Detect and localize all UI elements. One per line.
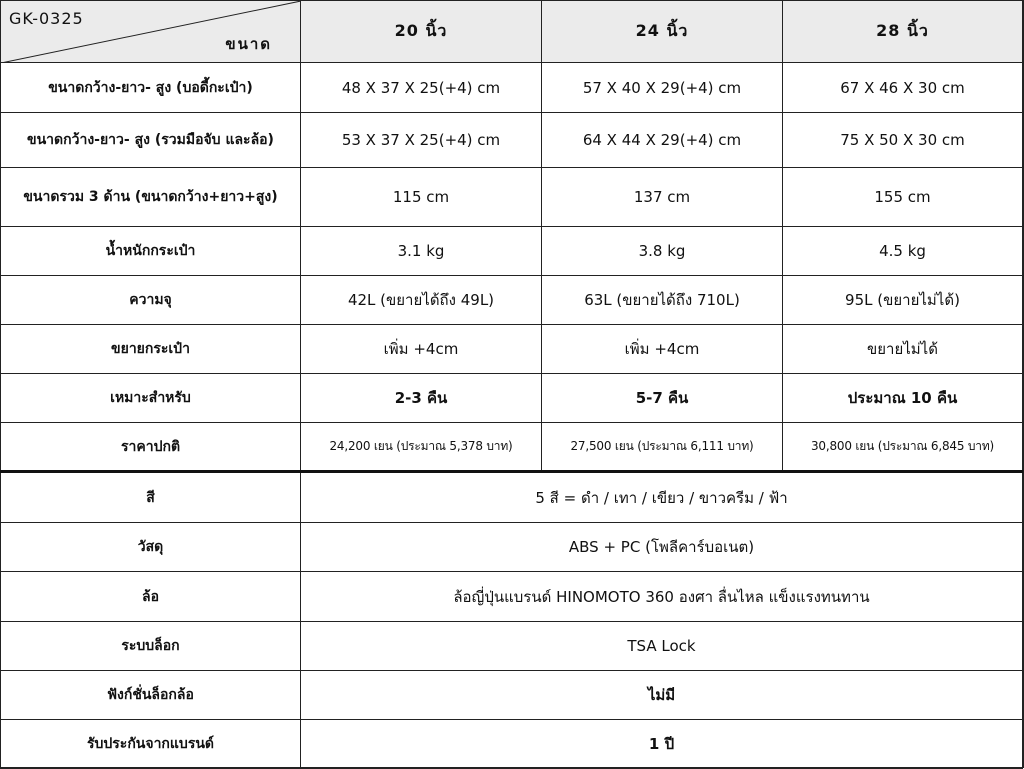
spec-value: 4.5 kg: [783, 227, 1023, 276]
spec-value: 48 X 37 X 25(+4) cm: [301, 63, 542, 113]
spec-value: ประมาณ 10 คืน: [783, 374, 1023, 423]
common-spec-row: [1, 572, 1023, 622]
spec-value: 2-3 คืน: [301, 374, 542, 423]
spec-row: [1, 113, 1023, 168]
spec-label: ความจุ: [1, 276, 301, 325]
spec-label: ขนาดรวม 3 ด้าน (ขนาดกว้าง+ยาว+สูง): [1, 168, 301, 227]
spec-value: เพิ่ม +4cm: [301, 325, 542, 374]
common-spec-value: ABS + PC (โพลีคาร์บอเนต): [301, 523, 1023, 572]
header-row: [1, 1, 1023, 63]
common-spec-value: 1 ปี: [301, 720, 1023, 769]
spec-value: 75 X 50 X 30 cm: [783, 113, 1023, 168]
spec-label: เหมาะสำหรับ: [1, 374, 301, 423]
column-header-20: 20 นิ้ว: [301, 1, 542, 63]
common-spec-value: ไม่มี: [301, 671, 1023, 720]
common-spec-value: 5 สี = ดำ / เทา / เขียว / ขาวครีม / ฟ้า: [301, 472, 1023, 523]
common-spec-row: [1, 622, 1023, 671]
spec-value: 57 X 40 X 29(+4) cm: [542, 63, 783, 113]
common-spec-row: [1, 671, 1023, 720]
common-spec-label: ล้อ: [1, 572, 301, 622]
spec-value: 42L (ขยายได้ถึง 49L): [301, 276, 542, 325]
spec-value: 27,500 เยน (ประมาณ 6,111 บาท): [542, 423, 783, 472]
spec-value: 53 X 37 X 25(+4) cm: [301, 113, 542, 168]
spec-value: ขยายไม่ได้: [783, 325, 1023, 374]
common-spec-value: TSA Lock: [301, 622, 1023, 671]
spec-value: 67 X 46 X 30 cm: [783, 63, 1023, 113]
column-header-28: 28 นิ้ว: [783, 1, 1023, 63]
spec-label: ขนาดกว้าง-ยาว- สูง (บอดี้กะเป๋า): [1, 63, 301, 113]
spec-value: 137 cm: [542, 168, 783, 227]
header-corner-cell: [1, 1, 301, 63]
common-spec-label: วัสดุ: [1, 523, 301, 572]
common-spec-row: [1, 472, 1023, 523]
spec-value: 3.8 kg: [542, 227, 783, 276]
common-spec-label: ระบบล็อก: [1, 622, 301, 671]
spec-row: [1, 325, 1023, 374]
spec-value: 95L (ขยายไม่ได้): [783, 276, 1023, 325]
spec-value: 63L (ขยายได้ถึง 710L): [542, 276, 783, 325]
common-spec-row: [1, 720, 1023, 769]
spec-value: 64 X 44 X 29(+4) cm: [542, 113, 783, 168]
spec-row: [1, 63, 1023, 113]
spec-label: ราคาปกติ: [1, 423, 301, 472]
spec-row: [1, 227, 1023, 276]
spec-row: [1, 168, 1023, 227]
common-spec-label: ฟังก์ชั่นล็อกล้อ: [1, 671, 301, 720]
size-label: ขนาด: [225, 35, 272, 53]
common-spec-row: [1, 523, 1023, 572]
common-spec-label: สี: [1, 472, 301, 523]
spec-value: 115 cm: [301, 168, 542, 227]
spec-value: 5-7 คืน: [542, 374, 783, 423]
spec-label: ขนาดกว้าง-ยาว- สูง (รวมมือจับ และล้อ): [1, 113, 301, 168]
spec-value: 30,800 เยน (ประมาณ 6,845 บาท): [783, 423, 1023, 472]
spec-label: น้ำหนักกระเป๋า: [1, 227, 301, 276]
column-header-24: 24 นิ้ว: [542, 1, 783, 63]
model-code: GK-0325: [9, 9, 84, 28]
spec-value: เพิ่ม +4cm: [542, 325, 783, 374]
spec-value: 155 cm: [783, 168, 1023, 227]
spec-row: [1, 423, 1023, 472]
spec-row: [1, 374, 1023, 423]
common-spec-label: รับประกันจากแบรนด์: [1, 720, 301, 769]
spec-value: 3.1 kg: [301, 227, 542, 276]
spec-label: ขยายกระเป๋า: [1, 325, 301, 374]
spec-value: 24,200 เยน (ประมาณ 5,378 บาท): [301, 423, 542, 472]
spec-row: [1, 276, 1023, 325]
common-spec-value: ล้อญี่ปุ่นแบรนด์ HINOMOTO 360 องศา ลื่นไหล แข็งแรงทนทาน: [301, 572, 1023, 622]
